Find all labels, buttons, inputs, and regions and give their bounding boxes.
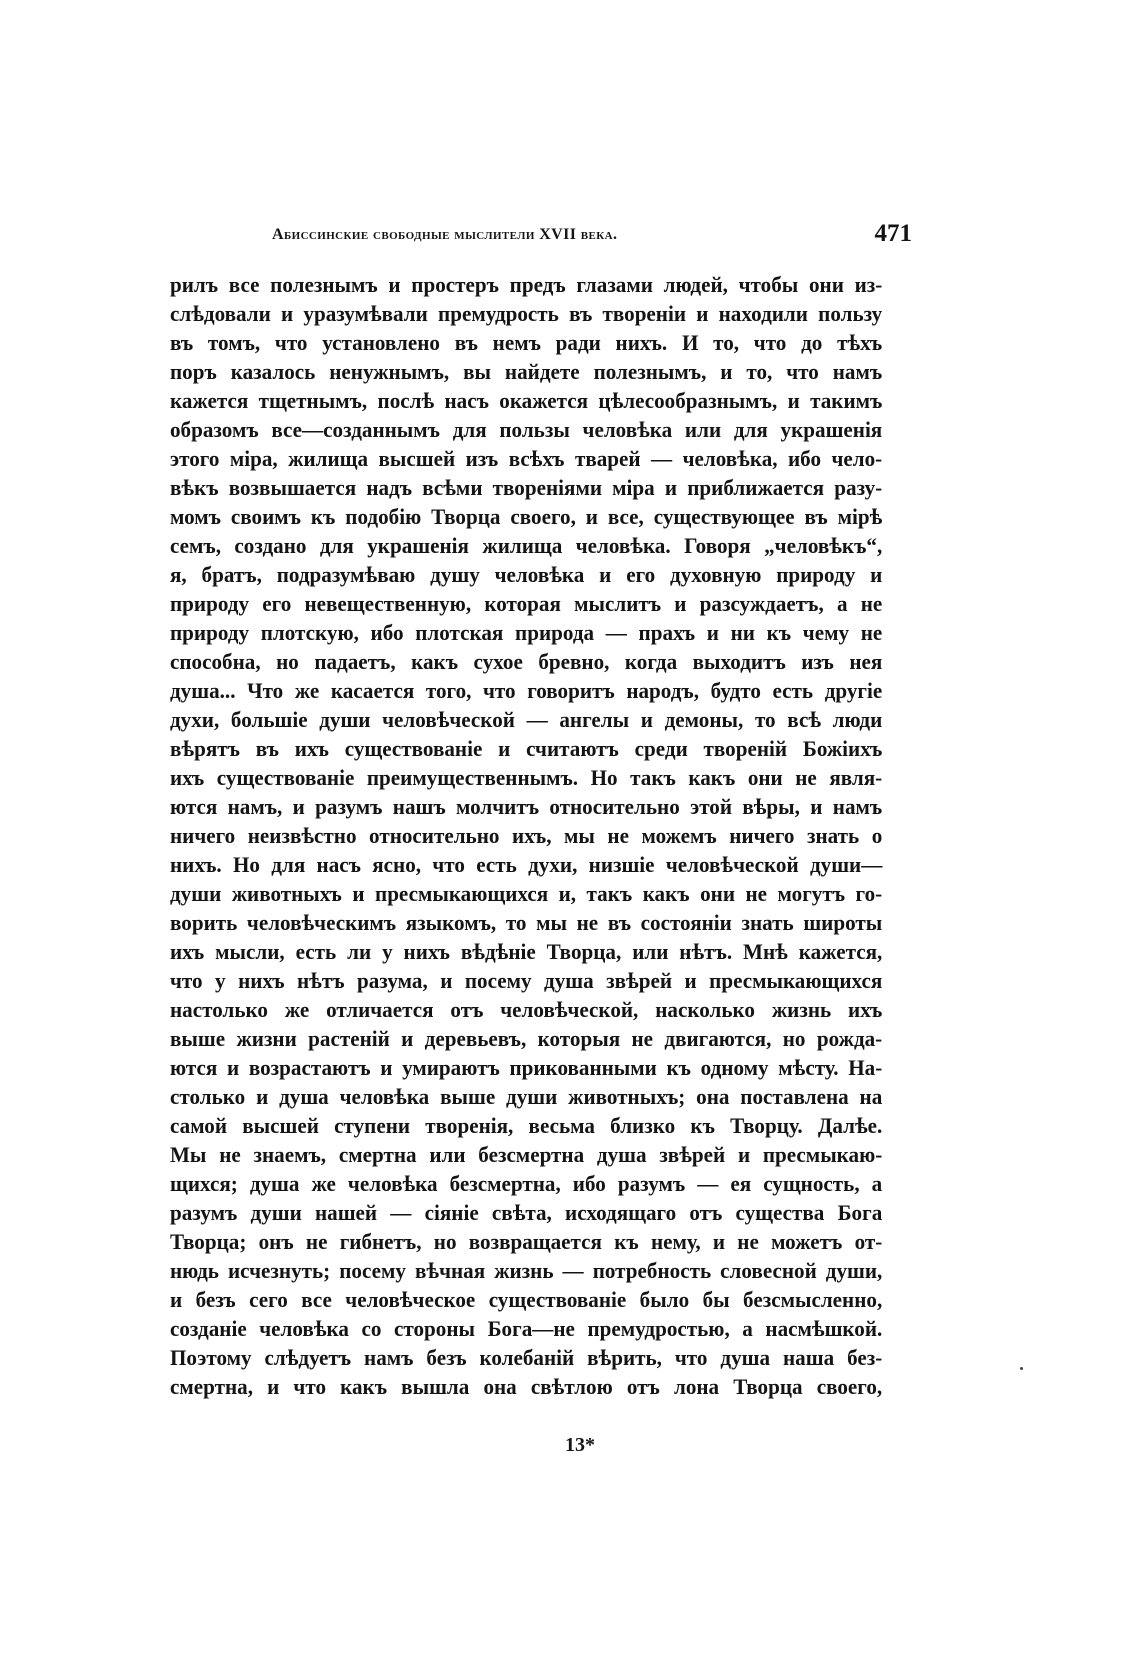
text-line: самой высшей ступени творенія, весьма близко къ Творцу. Далѣе. [170,1113,883,1138]
text-line: Мы не знаемъ, смертна или безсмертна душа звѣрей и пресмыкаю- [170,1142,883,1167]
text-line: и безъ сего все человѣческое существованіе было бы безсмысленно, [170,1287,883,1312]
page-number: 471 [874,220,912,247]
text-line: этого міра, жилища высшей изъ всѣхъ тварей — человѣка, ибо чело- [170,446,883,471]
body-text [170,270,912,1401]
text-line: природу его невещественную, которая мыслитъ и разсуждаетъ, а не [170,591,883,616]
text-line: кажется тщетнымъ, послѣ насъ окажется цѣлесообразнымъ, и такимъ [170,388,883,413]
text-line: вѣрятъ въ ихъ существованіе и считаютъ среди твореній Божіихъ [170,736,883,761]
text-line: настолько же отличается отъ человѣческой, насколько жизнь ихъ [170,997,883,1022]
text-line: вѣкъ возвышается надъ всѣми твореніями міра и приближается разу- [170,475,883,500]
text-line: ничего неизвѣстно относительно ихъ, мы не можемъ ничего знать о [170,823,883,848]
text-line: момъ своимъ къ подобію Творца своего, и все, существующее въ мірѣ [170,504,883,529]
text-line: ихъ мысли, есть ли у нихъ вѣдѣніе Творца, или нѣтъ. Мнѣ кажется, [170,939,883,964]
text-line: я, братъ, подразумѣваю душу человѣка и его духовную природу и [170,562,883,587]
text-line: ихъ существованіе преимущественнымъ. Но такъ какъ они не явля- [170,765,883,790]
running-head [170,220,912,254]
running-title: Абиссинские свободные мыслители XVII века. [272,226,618,243]
text-line: смертна, и что какъ вышла она свѣтлою отъ лона Творца своего, [170,1374,883,1399]
text-line: выше жизни растеній и деревьевъ, которыя не двигаются, но рожда- [170,1026,883,1051]
text-line: слѣдовали и уразумѣвали премудрость въ твореніи и находили пользу [170,301,883,326]
text-line: Поэтому слѣдуетъ намъ безъ колебаній вѣрить, что душа наша без- [170,1345,883,1370]
text-line: нюдь исчезнуть; посему вѣчная жизнь — потребность словесной души, [170,1258,883,1283]
text-line: что у нихъ нѣтъ разума, и посему душа звѣрей и пресмыкающихся [170,968,883,993]
text-line: въ томъ, что установлено въ немъ ради нихъ. И то, что до тѣхъ [170,330,883,355]
text-line: нихъ. Но для насъ ясно, что есть духи, низшіе человѣческой души— [170,852,883,877]
text-line: образомъ все—созданнымъ для пользы человѣка или для украшенія [170,417,883,442]
text-line: природу плотскую, ибо плотская природа — прахъ и ни къ чему не [170,620,883,645]
text-line: Творца; онъ не гибнетъ, но возвращается къ нему, и не можетъ от- [170,1229,883,1254]
text-line: разумъ души нашей — сіяніе свѣта, исходящаго отъ существа Бога [170,1200,883,1225]
text-line: ются и возрастаютъ и умираютъ прикованными къ одному мѣсту. На- [170,1055,883,1080]
signature-mark: 13* [565,1434,595,1456]
text-line: ворить человѣческимъ языкомъ, то мы не въ состояніи знать широты [170,910,883,935]
print-speck [1020,1367,1023,1370]
text-line: рилъ все полезнымъ и простеръ предъ глазами людей, чтобы они из- [170,272,883,297]
text-line: способна, но падаетъ, какъ сухое бревно, когда выходитъ изъ нея [170,649,883,674]
text-line: душа... Что же касается того, что говоритъ народъ, будто есть другіе [170,678,883,703]
text-line: духи, большіе души человѣческой — ангелы и демоны, то всѣ люди [170,707,883,732]
text-line: души животныхъ и пресмыкающихся и, такъ какъ они не могутъ го- [170,881,883,906]
text-line: созданіе человѣка со стороны Бога—не премудростью, а насмѣшкой. [170,1316,883,1341]
text-line: поръ казалось ненужнымъ, вы найдете полезнымъ, и то, что намъ [170,359,883,384]
text-line: ются намъ, и разумъ нашъ молчитъ относительно этой вѣры, и намъ [170,794,883,819]
text-line: семъ, создано для украшенія жилища человѣка. Говоря „человѣкъ“, [170,533,883,558]
text-line: столько и душа человѣка выше души животныхъ; она поставлена на [170,1084,883,1109]
text-line: щихся; душа же человѣка безсмертна, ибо разумъ — ея сущность, а [170,1171,883,1196]
